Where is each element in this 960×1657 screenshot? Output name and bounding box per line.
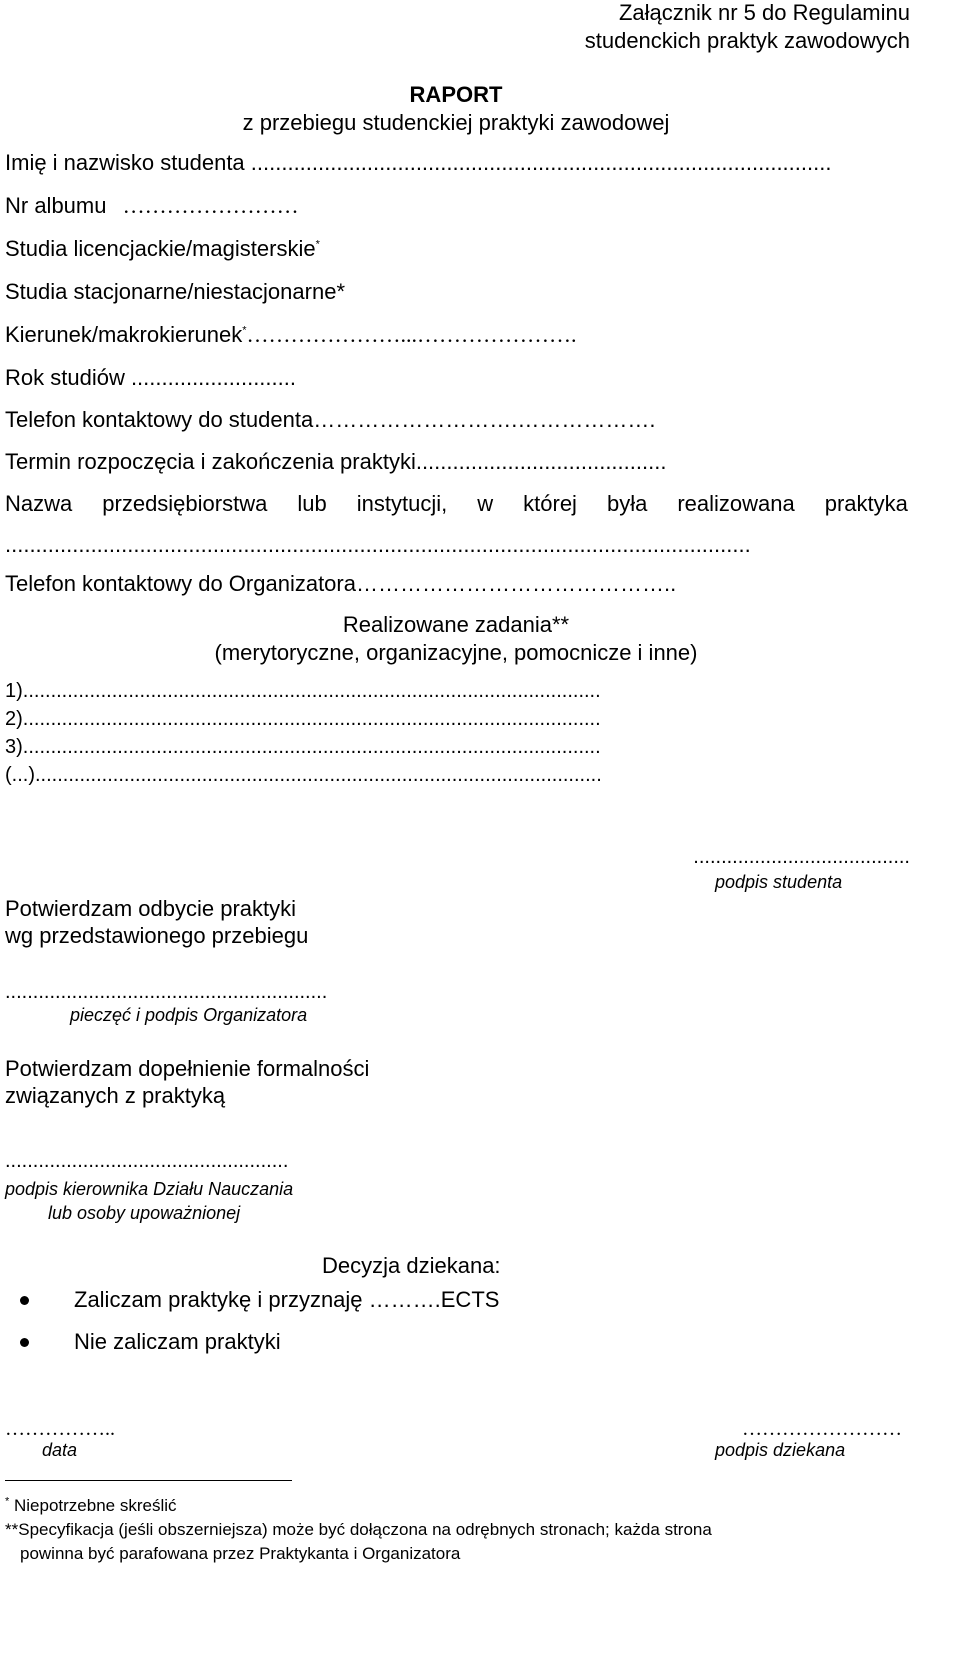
bullet-icon [20, 1338, 29, 1347]
formalities-line-1: Potwierdzam dopełnienie formalności [5, 1056, 370, 1081]
company-word: przedsiębiorstwa [102, 491, 268, 516]
tasks-heading: Realizowane zadania** [342, 612, 570, 637]
dean-signature-line: …………………… [742, 1418, 902, 1440]
report-title: RAPORT [409, 82, 503, 107]
student-signature-line: ....................................... [693, 846, 910, 868]
company-word: realizowana [677, 491, 795, 516]
footnote-2-line-2: powinna być parafowana przez Praktykanta i Organizatora [20, 1544, 461, 1563]
company-word: instytucji, [356, 491, 448, 516]
footnote-1 [5, 1496, 177, 1516]
footnote-1-text: Niepotrzebne skreślić [9, 1496, 177, 1515]
date-caption: data [42, 1440, 78, 1460]
bullet-icon [20, 1296, 29, 1305]
student-signature-caption: podpis studenta [715, 872, 843, 892]
direction-mark: * [242, 324, 247, 337]
confirm-line-1: Potwierdzam odbycie praktyki [5, 896, 297, 921]
album-dots: …………………… [122, 193, 299, 218]
company-word: której [523, 491, 577, 516]
internship-term-field: Termin rozpoczęcia i zakończenia praktyki......................................... [5, 449, 667, 474]
organizer-signature-caption: pieczęć i podpis Organizatora [70, 1005, 308, 1025]
annex-line-2: studenckich praktyk zawodowych [584, 28, 910, 53]
company-word: praktyka [824, 491, 908, 516]
task-item-more: (...)...................................................................................................... [5, 764, 602, 786]
department-signature-caption-1: podpis kierownika Działu Nauczania [5, 1179, 294, 1199]
company-name-field [5, 491, 908, 517]
decision-option-pass: Zaliczam praktykę i przyznaję ……….ECTS [74, 1287, 500, 1312]
organizer-phone-field: Telefon kontaktowy do Organizatora…………………………………….. [5, 571, 677, 596]
annex-line-1: Załącznik nr 5 do Regulaminu [618, 0, 910, 25]
department-signature-caption-2: lub osoby upoważnionej [48, 1203, 241, 1223]
company-word: w [477, 491, 494, 516]
footnote-1-mark: * [5, 1495, 10, 1508]
company-word: była [606, 491, 648, 516]
decision-option-fail: Nie zaliczam praktyki [74, 1329, 281, 1354]
studies-level-label: Studia licencjackie/magisterskie [5, 236, 316, 261]
direction-dots: …………………...…………………. [246, 322, 577, 347]
confirm-line-2: wg przedstawionego przebiegu [5, 923, 309, 948]
student-phone-field: Telefon kontaktowy do studenta……………………….………………. [5, 407, 656, 432]
date-line: …………….. [5, 1418, 115, 1440]
footnote-2-line-1: **Specyfikacja (jeśli obszerniejsza) może być dołączona na odrębnych stronach; każda strona [5, 1520, 712, 1539]
task-item-1: 1)........................................................................................................ [5, 680, 601, 702]
report-subtitle: z przebiegu studenckiej praktyki zawodowej [242, 110, 670, 135]
dean-signature-caption: podpis dziekana [715, 1440, 846, 1460]
organizer-signature-line: .......................................................... [5, 981, 328, 1003]
studies-level-mark: * [315, 238, 320, 251]
task-item-2: 2)........................................................................................................ [5, 708, 601, 730]
tasks-subheading: (merytoryczne, organizacyjne, pomocnicze i inne) [214, 640, 698, 665]
company-word: Nazwa [5, 491, 73, 516]
department-signature-line: ................................................... [5, 1150, 289, 1172]
formalities-line-2: związanych z praktyką [5, 1083, 226, 1108]
company-word: lub [297, 491, 327, 516]
task-item-3: 3)........................................................................................................ [5, 736, 601, 758]
studies-level-field [5, 236, 320, 262]
study-year-field: Rok studiów ........................... [5, 365, 296, 390]
album-number-field [5, 193, 299, 219]
student-name-field: Imię i nazwisko studenta ............................................................................................... [5, 150, 832, 175]
decision-heading: Decyzja dziekana: [322, 1253, 501, 1278]
direction-label: Kierunek/makrokierunek [5, 322, 243, 347]
footnote-separator [5, 1480, 292, 1481]
direction-field [5, 322, 577, 348]
album-label: Nr albumu [5, 193, 107, 218]
studies-mode-field: Studia stacjonarne/niestacjonarne* [5, 279, 346, 304]
company-name-dots: .......................................................................................................................... [5, 532, 751, 557]
